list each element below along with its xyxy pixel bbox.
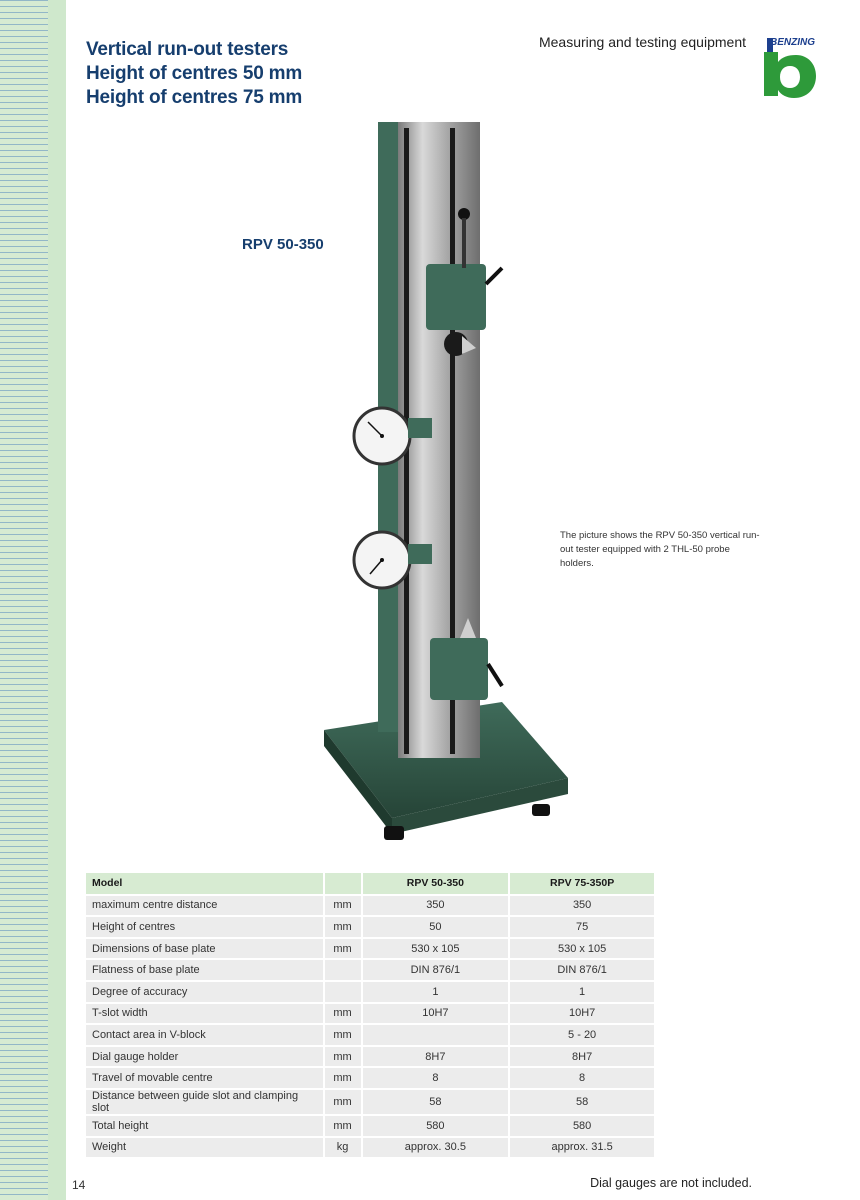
row-label: T-slot width: [86, 1003, 324, 1025]
row-value-rpv-50: 1: [362, 981, 510, 1003]
table-row: [86, 1024, 655, 1046]
row-value-rpv-75: 1: [509, 981, 655, 1003]
row-unit: [324, 959, 362, 981]
row-unit: mm: [324, 938, 362, 960]
row-value-rpv-75: 75: [509, 916, 655, 938]
row-value-rpv-50: [362, 1024, 510, 1046]
row-unit: mm: [324, 1003, 362, 1025]
row-value-rpv-75: 5 - 20: [509, 1024, 655, 1046]
title-line-3: Height of centres 75 mm: [86, 87, 303, 108]
row-unit: mm: [324, 1024, 362, 1046]
table-row: [86, 1067, 655, 1089]
row-value-rpv-75: DIN 876/1: [509, 959, 655, 981]
product-photo: [322, 118, 572, 848]
decorative-side-strip: [0, 0, 66, 1200]
row-label: Total height: [86, 1115, 324, 1137]
row-label: Contact area in V-block: [86, 1024, 324, 1046]
table-row: [86, 1115, 655, 1137]
row-value-rpv-75: 350: [509, 895, 655, 917]
header-unit: [324, 873, 362, 895]
benzing-logo: [750, 32, 824, 102]
row-value-rpv-75: 8H7: [509, 1046, 655, 1068]
category-label: Measuring and testing equipment: [538, 34, 746, 50]
row-value-rpv-50: DIN 876/1: [362, 959, 510, 981]
row-value-rpv-75: 530 x 105: [509, 938, 655, 960]
header-rpv-50-350: RPV 50-350: [362, 873, 510, 895]
row-label: Dial gauge holder: [86, 1046, 324, 1068]
table-row: [86, 981, 655, 1003]
row-value-rpv-75: 8: [509, 1067, 655, 1089]
row-value-rpv-75: approx. 31.5: [509, 1137, 655, 1159]
row-label: Weight: [86, 1137, 324, 1159]
title-line-1: Vertical run-out testers: [86, 39, 289, 60]
table-row: [86, 895, 655, 917]
table-header-row: [86, 873, 655, 895]
page-title: [86, 38, 302, 110]
row-unit: mm: [324, 916, 362, 938]
model-label: RPV 50-350: [242, 236, 324, 253]
row-value-rpv-50: 350: [362, 895, 510, 917]
row-unit: mm: [324, 1067, 362, 1089]
row-unit: mm: [324, 1089, 362, 1115]
row-value-rpv-50: 10H7: [362, 1003, 510, 1025]
photo-caption: The picture shows the RPV 50-350 vertical run-out tester equipped with 2 THL-50 probe holders.: [560, 530, 760, 569]
row-value-rpv-50: 530 x 105: [362, 938, 510, 960]
table-row: [86, 1003, 655, 1025]
row-value-rpv-75: 580: [509, 1115, 655, 1137]
row-unit: kg: [324, 1137, 362, 1159]
page-number: 14: [72, 1178, 86, 1192]
row-value-rpv-50: 58: [362, 1089, 510, 1115]
row-label: Travel of movable centre: [86, 1067, 324, 1089]
row-label: Flatness of base plate: [86, 959, 324, 981]
table-row: [86, 916, 655, 938]
row-label: Degree of accuracy: [86, 981, 324, 1003]
row-label: Dimensions of base plate: [86, 938, 324, 960]
row-value-rpv-50: approx. 30.5: [362, 1137, 510, 1159]
row-value-rpv-75: 58: [509, 1089, 655, 1115]
header-rpv-75-350p: RPV 75-350P: [509, 873, 655, 895]
row-unit: mm: [324, 1046, 362, 1068]
row-value-rpv-50: 580: [362, 1115, 510, 1137]
table-row: [86, 938, 655, 960]
table-row: [86, 1137, 655, 1159]
row-label: Distance between guide slot and clamping slot: [86, 1089, 324, 1115]
footnote: Dial gauges are not included.: [590, 1176, 752, 1190]
row-value-rpv-50: 50: [362, 916, 510, 938]
row-unit: [324, 981, 362, 1003]
row-value-rpv-50: 8: [362, 1067, 510, 1089]
row-unit: mm: [324, 895, 362, 917]
title-line-2: Height of centres 50 mm: [86, 63, 303, 84]
header-model: Model: [86, 873, 324, 895]
row-label: maximum centre distance: [86, 895, 324, 917]
specification-table: [86, 873, 656, 1159]
row-label: Height of centres: [86, 916, 324, 938]
row-value-rpv-50: 8H7: [362, 1046, 510, 1068]
logo-brand-text: BENZING: [770, 37, 815, 48]
row-unit: mm: [324, 1115, 362, 1137]
row-value-rpv-75: 10H7: [509, 1003, 655, 1025]
table-row: [86, 1046, 655, 1068]
table-row: [86, 1089, 655, 1115]
table-row: [86, 959, 655, 981]
